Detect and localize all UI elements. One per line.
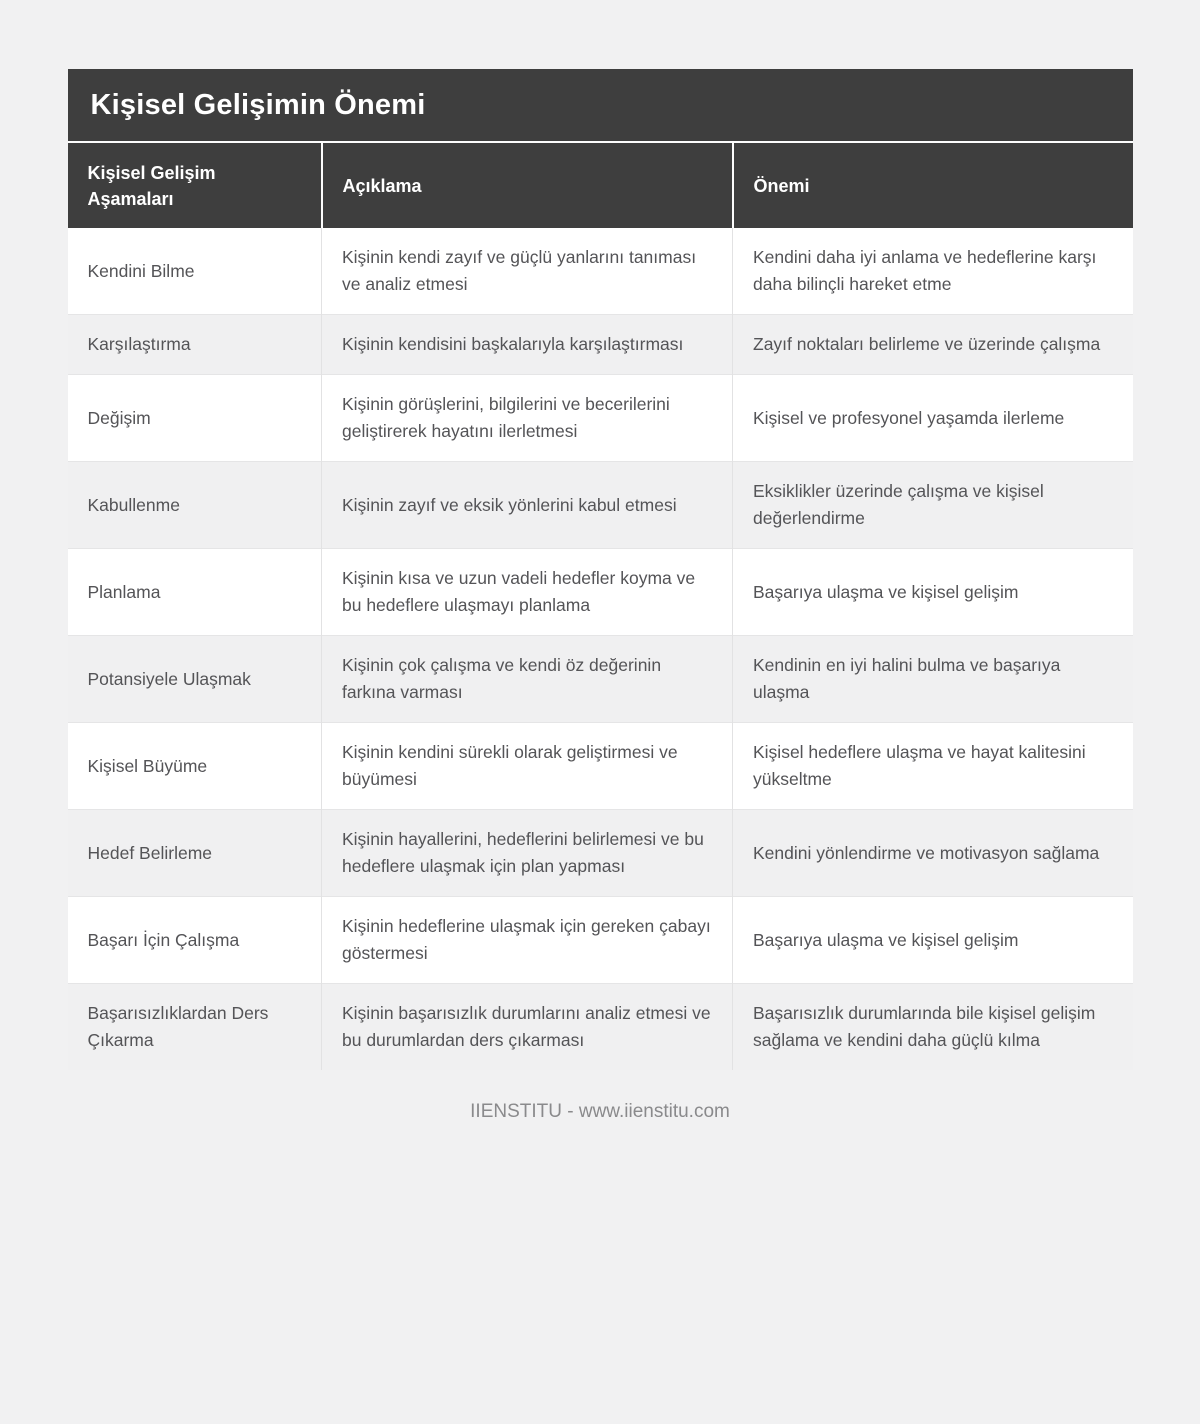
cell-importance: Kendini yönlendirme ve motivasyon sağlama xyxy=(733,810,1133,897)
cell-stage: Karşılaştırma xyxy=(87,334,191,354)
cell-stage: Hedef Belirleme xyxy=(87,842,212,863)
cell-importance: Kişisel ve profesyonel yaşamda ilerleme xyxy=(733,375,1133,462)
cell-stage: Kabullenme xyxy=(87,494,180,515)
table-row xyxy=(68,315,1133,375)
cell-description: Kişinin zayıf ve eksik yönlerini kabul etmesi xyxy=(322,462,733,549)
cell-importance: Başarısızlık durumlarında bile kişisel gelişim sağlama ve kendini daha güçlü kılma xyxy=(733,984,1133,1071)
cell-importance: Eksiklikler üzerinde çalışma ve kişisel değerlendirme xyxy=(733,462,1133,549)
cell-description: Kişinin başarısızlık durumlarını analiz etmesi ve bu durumlardan ders çıkarması xyxy=(322,984,733,1071)
personal-development-table xyxy=(68,143,1133,1070)
table-row xyxy=(68,636,1133,723)
table-row xyxy=(68,984,1133,1071)
cell-description: Kişinin kendisini başkalarıyla karşılaştırması xyxy=(322,315,733,375)
cell-importance: Başarıya ulaşma ve kişisel gelişim xyxy=(733,897,1133,984)
cell-description: Kişinin kendini sürekli olarak geliştirmesi ve büyümesi xyxy=(322,723,733,810)
cell-importance: Başarıya ulaşma ve kişisel gelişim xyxy=(733,549,1133,636)
cell-stage: Başarısızlıklardan Ders Çıkarma xyxy=(87,1003,269,1050)
table-row xyxy=(68,375,1133,462)
table-row xyxy=(68,549,1133,636)
cell-importance: Zayıf noktaları belirleme ve üzerinde çalışma xyxy=(733,315,1133,375)
table-row xyxy=(68,723,1133,810)
personal-development-table-card xyxy=(68,69,1133,1070)
cell-description: Kişinin çok çalışma ve kendi öz değerinin farkına varması xyxy=(322,636,733,723)
column-header-stages: Kişisel Gelişim Aşamaları xyxy=(68,143,322,228)
cell-description: Kişinin görüşlerini, bilgilerini ve becerilerini geliştirerek hayatını ilerletmesi xyxy=(322,375,733,462)
column-header-description: Açıklama xyxy=(322,143,733,228)
column-header-importance: Önemi xyxy=(733,143,1133,228)
footer-credit: IIENSTITU - www.iienstitu.com xyxy=(470,1101,730,1122)
table-title-bar xyxy=(68,69,1133,143)
cell-description: Kişinin hayallerini, hedeflerini belirlemesi ve bu hedeflere ulaşmak için plan yapması xyxy=(322,810,733,897)
page-title: Kişisel Gelişimin Önemi xyxy=(90,88,426,121)
table-body xyxy=(68,228,1133,1070)
cell-stage: Değişim xyxy=(87,407,151,428)
cell-stage: Potansiyele Ulaşmak xyxy=(87,668,251,689)
cell-stage: Başarı İçin Çalışma xyxy=(87,929,240,950)
cell-stage: Planlama xyxy=(87,581,161,602)
cell-description: Kişinin hedeflerine ulaşmak için gereken çabayı göstermesi xyxy=(322,897,733,984)
table-row xyxy=(68,462,1133,549)
table-row xyxy=(68,897,1133,984)
cell-importance: Kendinin en iyi halini bulma ve başarıya ulaşma xyxy=(733,636,1133,723)
cell-stage: Kişisel Büyüme xyxy=(87,755,208,776)
table-header xyxy=(68,143,1133,228)
cell-stage: Kendini Bilme xyxy=(87,260,195,281)
table-row xyxy=(68,810,1133,897)
table-header-row xyxy=(68,143,1133,228)
cell-importance: Kendini daha iyi anlama ve hedeflerine karşı daha bilinçli hareket etme xyxy=(733,228,1133,315)
page xyxy=(0,69,1200,1183)
cell-importance: Kişisel hedeflere ulaşma ve hayat kalitesini yükseltme xyxy=(733,723,1133,810)
table-row xyxy=(68,228,1133,315)
cell-description: Kişinin kendi zayıf ve güçlü yanlarını tanıması ve analiz etmesi xyxy=(322,228,733,315)
cell-description: Kişinin kısa ve uzun vadeli hedefler koyma ve bu hedeflere ulaşmayı planlama xyxy=(322,549,733,636)
